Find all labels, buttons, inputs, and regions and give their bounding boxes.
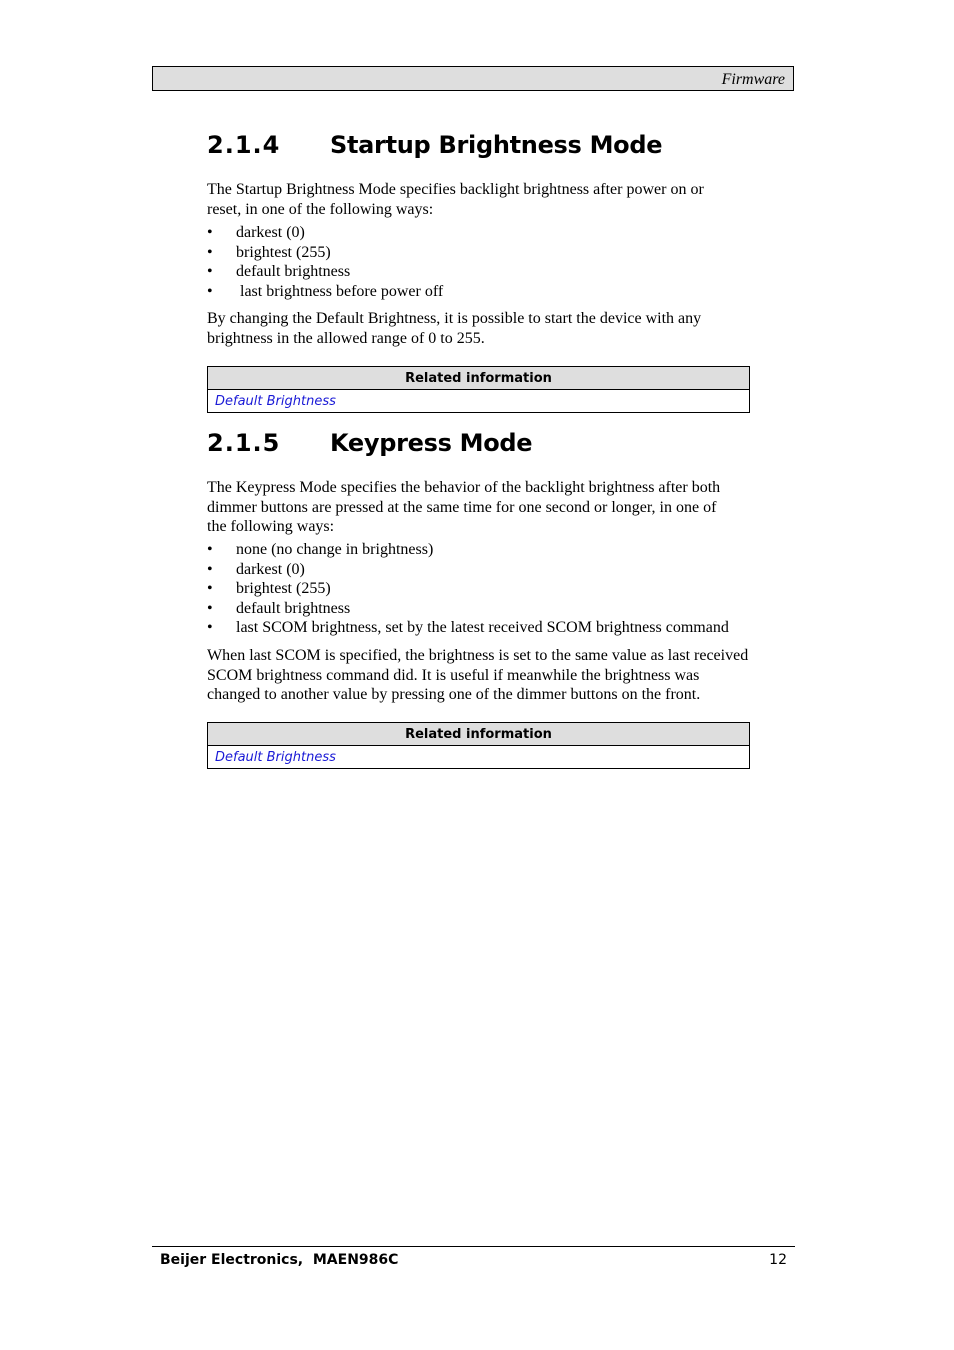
keypress-closing: When last SCOM is specified, the brightness is set to the same value as last received SCOM brightness command did. It is useful if meanwhile the brightness was changed to another value by pressing one of the dimmer buttons on the front. (207, 647, 749, 703)
list-item: • none (no change in brightness) (207, 541, 434, 558)
startup-closing: By changing the Default Brightness, it is possible to start the device with any brightness in the allowed range of 0 to 255. (207, 310, 702, 347)
section-title: Keypress Mode (330, 429, 533, 457)
related-info-cell (208, 746, 750, 769)
section-title: Startup Brightness Mode (330, 131, 663, 159)
startup-intro: The Startup Brightness Mode specifies backlight brightness after power on or reset, in one of the following ways: (207, 181, 704, 218)
list-item: • last brightness before power off (207, 282, 444, 300)
related-info-header: Related information (208, 367, 750, 390)
list-item: • darkest (0) (207, 224, 305, 241)
default-brightness-link[interactable]: Default Brightness (215, 749, 336, 765)
list-item: • brightest (255) (207, 243, 331, 261)
related-info-table-keypress (207, 722, 750, 769)
list-item: • darkest (0) (207, 560, 305, 578)
list-item: • brightest (255) (207, 580, 331, 597)
list-item: • default brightness (207, 599, 351, 617)
section-heading-startup (207, 131, 662, 159)
related-info-cell (208, 390, 750, 413)
default-brightness-link[interactable]: Default Brightness (215, 393, 336, 409)
list-item: • default brightness (207, 263, 351, 280)
section-heading-keypress (207, 429, 532, 457)
section-number: 2.1.4 (207, 131, 281, 159)
footer-divider (152, 1246, 795, 1247)
section-number: 2.1.5 (207, 429, 281, 457)
running-header (152, 66, 794, 91)
footer-company-doc: Beijer Electronics, MAEN986C (160, 1252, 399, 1268)
related-info-table-startup (207, 366, 750, 413)
related-info-header: Related information (208, 723, 750, 746)
keypress-intro: The Keypress Mode specifies the behavior of the backlight brightness after both dimmer buttons are pressed at the same time for one second or longer, in one of the following ways: (207, 479, 721, 535)
header-label: Firmware (721, 71, 785, 88)
list-item: • last SCOM brightness, set by the latest received SCOM brightness command (207, 619, 729, 636)
startup-options-list (207, 223, 443, 301)
page-number: 12 (769, 1252, 787, 1268)
keypress-options-list (207, 540, 729, 638)
